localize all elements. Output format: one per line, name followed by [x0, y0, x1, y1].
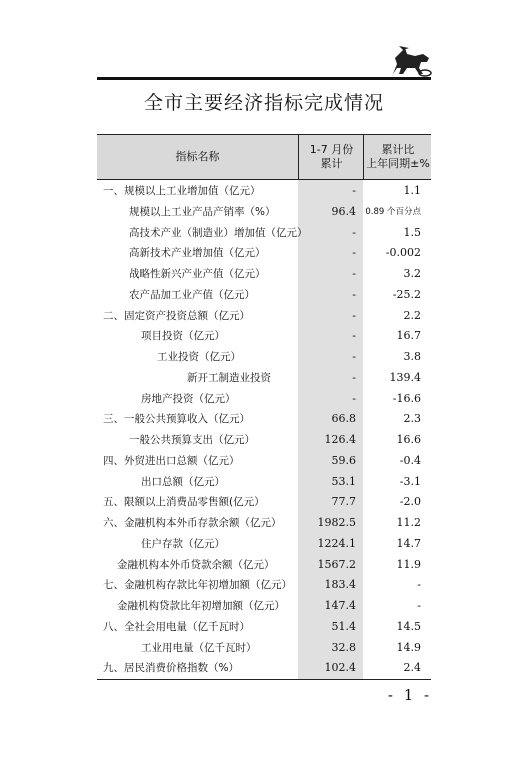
table-row: 金融机构贷款比年初增加额（亿元） 147.4 - [117, 599, 421, 612]
table-row: 战略性新兴产业产值（亿元） - 3.2 [129, 267, 421, 280]
table-row: 新开工制造业投资 - 139.4 [187, 370, 421, 384]
table-row: 高新技术产业增加值（亿元） - -0.002 [129, 246, 421, 260]
header-name: 指标名称 [175, 150, 220, 163]
table-row: 工业用电量（亿千瓦时） 32.8 14.9 [141, 640, 421, 654]
table-row: 七、金融机构存款比年初增加额（亿元） 183.4 - [103, 578, 421, 592]
table-row: 六、金融机构本外币存款余额（亿元） 1982.5 11.2 [103, 516, 421, 529]
indicator-table [97, 134, 431, 680]
horse-logo-icon [389, 44, 433, 78]
table-row: 农产品加工业产值（亿元） - -25.2 [129, 287, 421, 301]
table-row: 项目投资（亿元） - 16.7 [141, 329, 421, 343]
table-row: 二、固定资产投资总额（亿元） - 2.2 [103, 308, 421, 322]
table-row: 金融机构本外币贷款余额（亿元） 1567.2 11.9 [117, 557, 421, 571]
table-row: 工业投资（亿元） - 3.8 [157, 350, 421, 363]
table-row: 住户存款（亿元） 1224.1 14.7 [141, 536, 421, 550]
table-row: 八、全社会用电量（亿千瓦时） 51.4 14.5 [103, 619, 421, 633]
table-row: 一般公共预算支出（亿元） 126.4 16.6 [129, 433, 421, 446]
table-body [97, 180, 431, 680]
page-title: 全市主要经济指标完成情况 [143, 92, 384, 114]
table-row: 高技术产业（制造业）增加值（亿元） - 1.5 [129, 225, 421, 239]
table-row: 规模以上工业产品产销率（%） 96.4 0.89 个百分点 [129, 204, 421, 218]
table-row: 三、一般公共预算收入（亿元） 66.8 2.3 [103, 412, 421, 426]
table-row: 九、居民消费价格指数（%） 102.4 2.4 [103, 661, 421, 675]
table-row: 房地产投资（亿元） - -16.6 [141, 391, 421, 405]
page-number: - 1 - [387, 686, 433, 704]
header-cumulative: 1-7 月份 累计 [298, 135, 364, 179]
table-row: 一、规模以上工业增加值（亿元） - 1.1 [103, 184, 421, 197]
table-row: 出口总额（亿元） 53.1 -3.1 [141, 474, 421, 488]
table-header [97, 134, 431, 180]
header-rule [97, 77, 431, 80]
table-row: 五、限额以上消费品零售额(亿元） 77.7 -2.0 [103, 495, 421, 509]
header-yoy: 累计比 上年同期±% [363, 135, 432, 179]
table-row: 四、外贸进出口总额（亿元） 59.6 -0.4 [103, 453, 421, 467]
